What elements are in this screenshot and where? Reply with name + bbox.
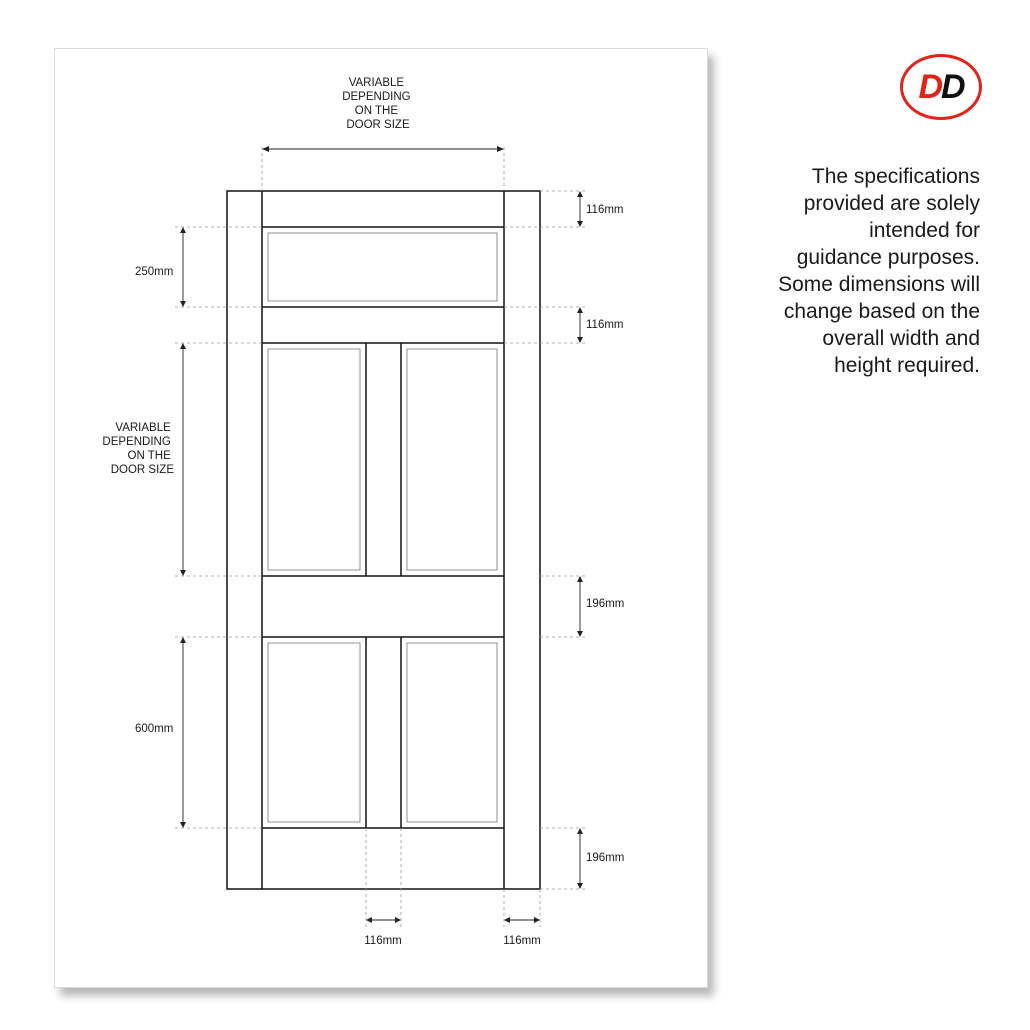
note-line: provided are solely [803, 192, 980, 215]
note-line: Some dimensions will [778, 273, 980, 296]
specification-note [744, 163, 980, 379]
top-panel-moulding [268, 233, 497, 301]
upper-right-panel-moulding [407, 349, 497, 570]
upper-panel-variable-label: VARIABLE DEPENDING ON THE DOOR SIZE [102, 422, 174, 476]
note-line: height required. [834, 354, 980, 377]
lock-rail-dimension [577, 576, 583, 637]
stile-label: 116mm [503, 935, 541, 947]
door-outline [227, 191, 540, 889]
bottom-panel-label: 600mm [135, 723, 174, 735]
top-panel-dimension [180, 227, 186, 307]
note-line: intended for [869, 219, 980, 242]
top-width-dimension [262, 146, 504, 152]
lower-left-panel-moulding [268, 643, 360, 822]
upper-left-panel-moulding [268, 349, 360, 570]
note-line: guidance purposes. [796, 246, 980, 269]
intermediate-rail-label: 116mm [586, 319, 624, 331]
note-line: The specifications [811, 165, 980, 188]
top-width-label: VARIABLE DEPENDING ON THE DOOR SIZE [342, 77, 411, 131]
door-diagram [55, 49, 707, 987]
top-rail-dimension [577, 191, 583, 227]
logo-letter-red: D [918, 67, 941, 106]
logo-letter-black: D [941, 67, 964, 106]
top-rail-label: 116mm [586, 204, 624, 216]
upper-panel-dimension [180, 343, 186, 576]
mullion-label: 116mm [364, 935, 402, 947]
top-panel-label: 250mm [135, 266, 174, 278]
stile-dimension [504, 917, 540, 923]
brand-logo [900, 54, 982, 120]
lower-right-panel-moulding [407, 643, 497, 822]
intermediate-rail-dimension [577, 307, 583, 343]
lock-rail-label: 196mm [586, 598, 625, 610]
note-line: change based on the [783, 300, 980, 323]
note-line: overall width and [822, 327, 980, 350]
bottom-rail-dimension [577, 828, 583, 889]
bottom-panel-dimension [180, 637, 186, 828]
bottom-rail-label: 196mm [586, 852, 625, 864]
mullion-dimension [366, 917, 401, 923]
drawing-sheet [54, 48, 708, 988]
